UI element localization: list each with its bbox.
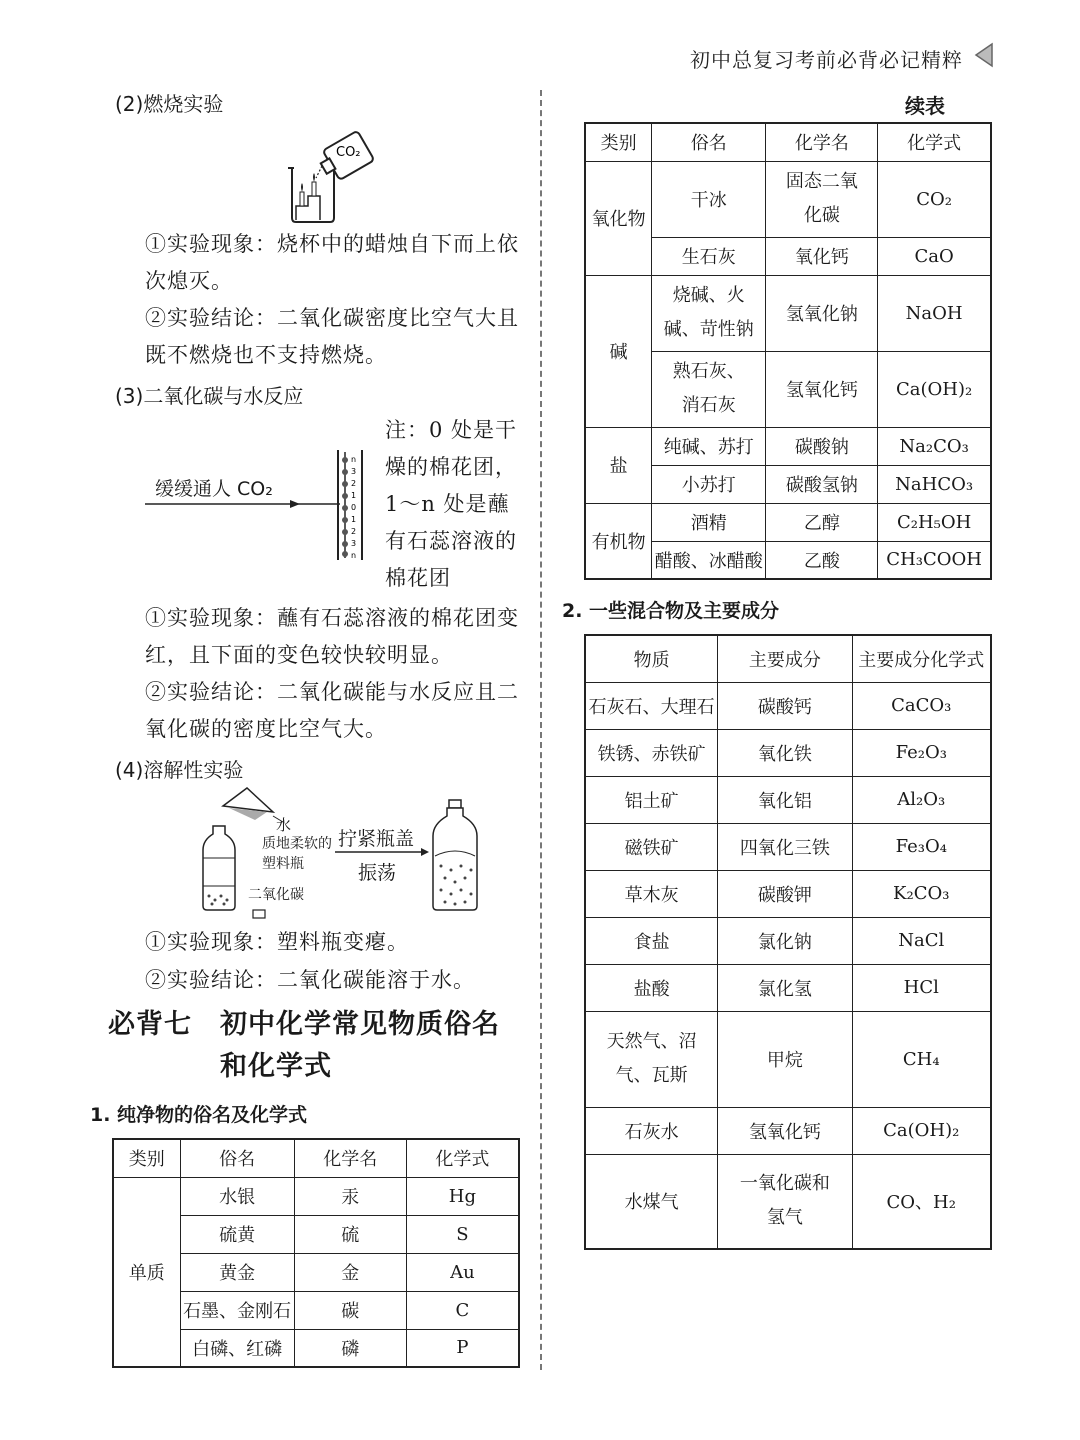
chem-name-cell: 固态二氧化碳 [766, 161, 878, 237]
common-name-cell: 水银 [180, 1177, 294, 1215]
common-name-cell: 酒精 [652, 503, 766, 541]
category-cell: 单质 [113, 1177, 180, 1367]
scale-label: 3 [351, 467, 357, 476]
page-header-title: 初中总复习考前必背必记精粹 [690, 48, 963, 72]
common-name-cell: 熟石灰、消石灰 [652, 351, 766, 427]
chem-name-cell: 碳酸钠 [766, 427, 878, 465]
formula-cell: CaCO₃ [852, 682, 991, 729]
table-header: 化学名 [766, 123, 878, 161]
category-cell: 氧化物 [585, 161, 652, 275]
common-name-cell: 干冰 [652, 161, 766, 237]
component-cell: 氢氧化钙 [718, 1107, 852, 1154]
table-header: 物质 [585, 635, 718, 682]
formula-cell: NaOH [878, 275, 991, 351]
substance-cell: 石灰水 [585, 1107, 718, 1154]
component-cell: 氯化氢 [718, 964, 852, 1011]
formula-cell: C [406, 1291, 519, 1329]
pure-substance-table [112, 1138, 520, 1368]
table-header: 化学式 [406, 1139, 519, 1177]
common-name-cell: 醋酸、冰醋酸 [652, 541, 766, 579]
formula-cell: C₂H₅OH [878, 503, 991, 541]
formula-cell: NaHCO₃ [878, 465, 991, 503]
component-cell: 碳酸钾 [718, 870, 852, 917]
label-co2-gas: 二氧化碳 [248, 887, 304, 903]
common-name-cell: 纯碱、苏打 [652, 427, 766, 465]
scale-label: n [351, 551, 357, 560]
component-cell: 氯化钠 [718, 917, 852, 964]
component-cell: 氧化铝 [718, 776, 852, 823]
chem-name-cell: 硫 [294, 1215, 406, 1253]
substance-cell: 磁铁矿 [585, 823, 718, 870]
component-cell: 碳酸钙 [718, 682, 852, 729]
column-divider [540, 90, 542, 1370]
label-water: 水 [276, 816, 292, 834]
arrow-label-shake: 振荡 [358, 862, 397, 884]
formula-cell: CaO [878, 237, 991, 275]
substance-cell: 盐酸 [585, 964, 718, 1011]
water-reaction-heading: (3)二氧化碳与水反应 [115, 384, 304, 408]
common-name-cell: 硫黄 [180, 1215, 294, 1253]
table-header: 类别 [585, 123, 652, 161]
water-reaction-conclusion: ②实验结论：二氧化碳能与水反应且二氧化碳的密度比空气大。 [145, 680, 519, 741]
figure-co2-label: CO₂ [336, 145, 361, 160]
section-title-line1: 必背七 初中化学常见物质俗名 [108, 1009, 500, 1040]
component-cell: 甲烷 [718, 1011, 852, 1107]
common-name-cell: 生石灰 [652, 237, 766, 275]
chem-name-cell: 氢氧化钠 [766, 275, 878, 351]
litmus-tube-figure [140, 440, 380, 570]
scale-label: 2 [351, 527, 357, 536]
section-title-line2: 和化学式 [220, 1051, 332, 1082]
formula-cell: Ca(OH)₂ [878, 351, 991, 427]
arrow-label-tighten: 拧紧瓶盖 [338, 828, 415, 850]
formula-cell: Hg [406, 1177, 519, 1215]
formula-cell: P [406, 1329, 519, 1367]
candle-beaker-figure [280, 128, 390, 228]
scale-label: 0 [351, 503, 357, 512]
scale-label: 2 [351, 479, 357, 488]
combustion-conclusion: ②实验结论：二氧化碳密度比空气大且既不燃烧也不支持燃烧。 [145, 306, 519, 367]
category-cell: 盐 [585, 427, 652, 503]
formula-cell: Fe₂O₃ [852, 729, 991, 776]
water-reaction-phenomenon: ①实验现象：蘸有石蕊溶液的棉花团变红，且下面的变色较快较明显。 [145, 606, 519, 667]
chem-name-cell: 碳酸氢钠 [766, 465, 878, 503]
formula-cell: CO、H₂ [852, 1154, 991, 1249]
solubility-conclusion: ②实验结论：二氧化碳能溶于水。 [145, 968, 475, 992]
combustion-phenomenon: ①实验现象：烧杯中的蜡烛自下而上依次熄灭。 [145, 232, 519, 293]
mixture-table [584, 634, 992, 1250]
scale-label: n [351, 455, 357, 464]
substance-cell: 水煤气 [585, 1154, 718, 1249]
table-header: 化学式 [878, 123, 991, 161]
combustion-heading: (2)燃烧实验 [115, 92, 224, 116]
pure-substance-heading: 1. 纯净物的俗名及化学式 [90, 1104, 308, 1126]
component-cell: 四氧化三铁 [718, 823, 852, 870]
scale-label: 3 [351, 539, 357, 548]
formula-cell: Al₂O₃ [852, 776, 991, 823]
water-reaction-note: 注：0 处是干燥的棉花团，1～n 处是蘸有石蕊溶液的棉花团 [385, 418, 518, 590]
formula-cell: Au [406, 1253, 519, 1291]
formula-cell: Na₂CO₃ [878, 427, 991, 465]
substance-cell: 铝土矿 [585, 776, 718, 823]
substance-cell: 天然气、沼气、瓦斯 [585, 1011, 718, 1107]
formula-cell: Ca(OH)₂ [852, 1107, 991, 1154]
formula-cell: S [406, 1215, 519, 1253]
scale-label: 1 [351, 491, 357, 500]
table-header: 主要成分化学式 [852, 635, 991, 682]
common-name-cell: 石墨、金刚石 [180, 1291, 294, 1329]
chem-name-cell: 金 [294, 1253, 406, 1291]
page-tab-icon [972, 42, 994, 68]
formula-cell: CO₂ [878, 161, 991, 237]
bottle-shake-figure [195, 786, 485, 921]
category-cell: 有机物 [585, 503, 652, 579]
table-header: 化学名 [294, 1139, 406, 1177]
common-name-cell: 烧碱、火碱、苛性钠 [652, 275, 766, 351]
chem-name-cell: 乙酸 [766, 541, 878, 579]
continued-table-label: 续表 [905, 94, 945, 118]
table-header: 主要成分 [718, 635, 852, 682]
common-name-cell: 小苏打 [652, 465, 766, 503]
chem-name-cell: 磷 [294, 1329, 406, 1367]
chem-name-cell: 氢氧化钙 [766, 351, 878, 427]
formula-cell: CH₃COOH [878, 541, 991, 579]
chem-name-cell: 碳 [294, 1291, 406, 1329]
category-cell: 碱 [585, 275, 652, 427]
continued-pure-table [584, 122, 992, 580]
common-name-cell: 黄金 [180, 1253, 294, 1291]
arrow-label-co2: 缓缓通人 CO₂ [155, 478, 273, 500]
solubility-phenomenon: ①实验现象：塑料瓶变瘪。 [145, 930, 409, 954]
substance-cell: 石灰石、大理石 [585, 682, 718, 729]
formula-cell: K₂CO₃ [852, 870, 991, 917]
formula-cell: NaCl [852, 917, 991, 964]
component-cell: 氧化铁 [718, 729, 852, 776]
formula-cell: HCl [852, 964, 991, 1011]
chem-name-cell: 汞 [294, 1177, 406, 1215]
solubility-heading: (4)溶解性实验 [115, 758, 244, 782]
table-header: 俗名 [180, 1139, 294, 1177]
mixture-heading: 2. 一些混合物及主要成分 [562, 600, 780, 622]
common-name-cell: 白磷、红磷 [180, 1329, 294, 1367]
formula-cell: Fe₃O₄ [852, 823, 991, 870]
label-soft-bottle: 质地柔软的塑料瓶 [262, 836, 332, 872]
chem-name-cell: 乙醇 [766, 503, 878, 541]
formula-cell: CH₄ [852, 1011, 991, 1107]
chem-name-cell: 氧化钙 [766, 237, 878, 275]
table-header: 类别 [113, 1139, 180, 1177]
component-cell: 一氧化碳和氢气 [718, 1154, 852, 1249]
substance-cell: 草木灰 [585, 870, 718, 917]
substance-cell: 食盐 [585, 917, 718, 964]
substance-cell: 铁锈、赤铁矿 [585, 729, 718, 776]
scale-label: 1 [351, 515, 357, 524]
table-header: 俗名 [652, 123, 766, 161]
